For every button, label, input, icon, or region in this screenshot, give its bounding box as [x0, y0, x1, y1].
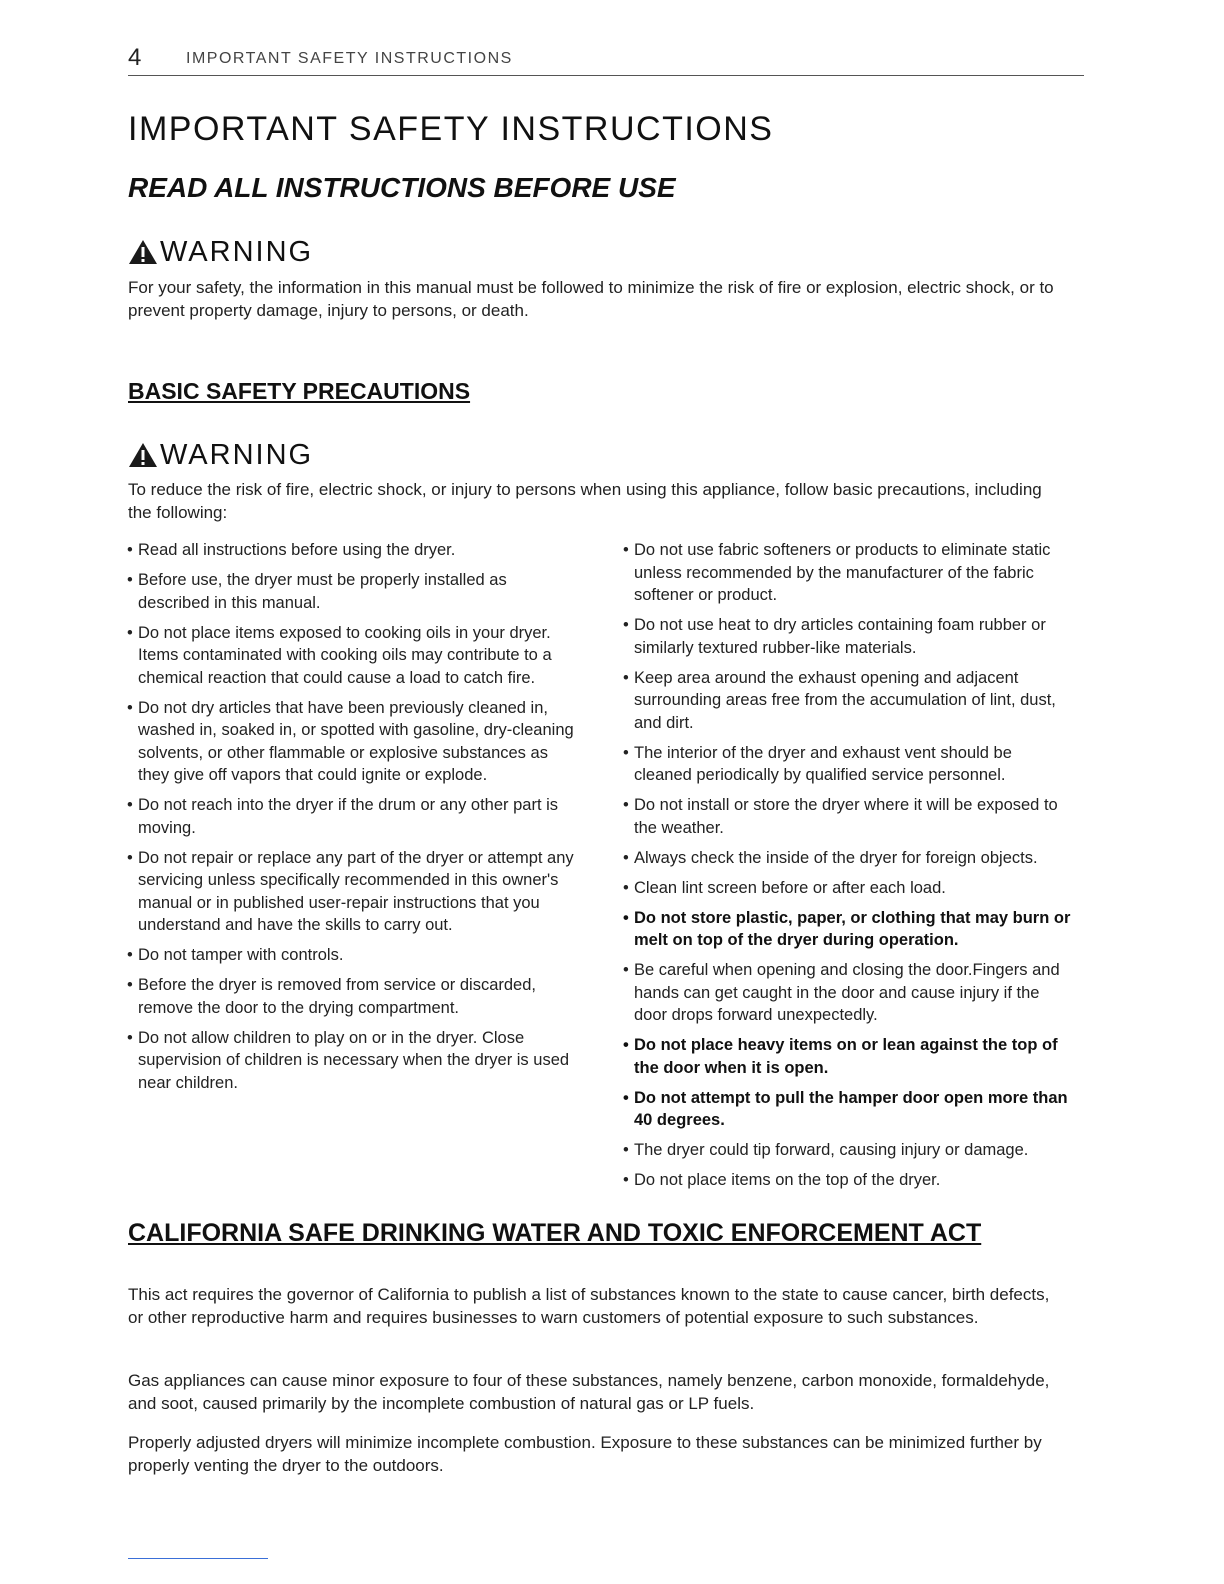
basic-intro: To reduce the risk of fire, electric shock, or injury to persons when using this appliance, follow basic precautions, including the following: [128, 480, 1042, 522]
warning-text: For your safety, the information in this manual must be followed to minimize the risk of fire or explosion, electric shock, or to prevent property damage, injury to persons, or death. [128, 278, 1054, 320]
warning-heading [128, 236, 313, 269]
list-item-emphasis: • Do not place heavy items on or lean against the top of the door when it is open. [623, 1034, 1073, 1079]
list-item: • Do not reach into the dryer if the drum or any other part is moving. [127, 794, 577, 839]
list-item: • Be careful when opening and closing the door.Fingers and hands can get caught in the door and cause injury if the door drops forward unexpectedly. [623, 959, 1073, 1027]
basic-safety-title: BASIC SAFETY PRECAUTIONS [128, 378, 471, 404]
precautions-left-column [127, 539, 577, 1102]
list-item: • The dryer could tip forward, causing injury or damage. [623, 1139, 1073, 1162]
page-title: IMPORTANT SAFETY INSTRUCTIONS [128, 110, 774, 148]
california-act-title: CALIFORNIA SAFE DRINKING WATER AND TOXIC ENFORCEMENT ACT [128, 1219, 982, 1247]
precautions-right-column [623, 539, 1073, 1199]
running-title: IMPORTANT SAFETY INSTRUCTIONS [186, 50, 513, 67]
list-item: • Read all instructions before using the dryer. [127, 539, 577, 562]
page-number: 4 [128, 44, 142, 71]
list-item-emphasis: • Do not store plastic, paper, or clothing that may burn or melt on top of the dryer during operation. [623, 907, 1073, 952]
list-item: • Do not allow children to play on or in the dryer. Close supervision of children is necessary when the dryer is used near children. [127, 1027, 577, 1095]
warning-triangle-icon [128, 239, 158, 265]
list-item: • Do not install or store the dryer where it will be exposed to the weather. [623, 794, 1073, 839]
page-subtitle: READ ALL INSTRUCTIONS BEFORE USE [128, 172, 676, 203]
basic-warning-heading [128, 439, 313, 472]
warning-label: WARNING [160, 439, 314, 471]
running-header [128, 44, 1084, 76]
list-item: • Clean lint screen before or after each load. [623, 877, 1073, 900]
list-item: • Before use, the dryer must be properly installed as described in this manual. [127, 569, 577, 614]
list-item: • Do not use heat to dry articles containing foam rubber or similarly textured rubber-like materials. [623, 614, 1073, 659]
list-item: • Before the dryer is removed from service or discarded, remove the door to the drying compartment. [127, 974, 577, 1019]
list-item: • Do not place items exposed to cooking oils in your dryer. Items contaminated with cooking oils may contribute to a chemical reaction that could cause a load to catch fire. [127, 622, 577, 690]
list-item-emphasis: • Do not attempt to pull the hamper door open more than 40 degrees. [623, 1087, 1073, 1132]
california-paragraph: Properly adjusted dryers will minimize incomplete combustion. Exposure to these substances can be minimized further by properly venting the dryer to the outdoors. [128, 1433, 1042, 1475]
list-item: • Do not repair or replace any part of the dryer or attempt any servicing unless specifically recommended in this owner's manual or in published user-repair instructions that you understand and have the skills to carry out. [127, 847, 577, 937]
california-paragraph: This act requires the governor of California to publish a list of substances known to the state to cause cancer, birth defects, or other reproductive harm and requires businesses to warn customers of potential exposure to such substances. [128, 1285, 1050, 1327]
footer-rule [128, 1558, 268, 1559]
list-item: • Do not dry articles that have been previously cleaned in, washed in, soaked in, or spotted with gasoline, dry-cleaning solvents, or other flammable or explosive substances as they give off vapors that could ignite or explode. [127, 697, 577, 787]
california-paragraph: Gas appliances can cause minor exposure to four of these substances, namely benzene, carbon monoxide, formaldehyde, and soot, caused primarily by the incomplete combustion of natural gas or LP fuels. [128, 1371, 1050, 1413]
list-item: • The interior of the dryer and exhaust vent should be cleaned periodically by qualified service personnel. [623, 742, 1073, 787]
list-item: • Do not place items on the top of the dryer. [623, 1169, 1073, 1192]
list-item: • Always check the inside of the dryer for foreign objects. [623, 847, 1073, 870]
list-item: • Do not use fabric softeners or products to eliminate static unless recommended by the manufacturer of the fabric softener or product. [623, 539, 1073, 607]
list-item: • Keep area around the exhaust opening and adjacent surrounding areas free from the accumulation of lint, dust, and dirt. [623, 667, 1073, 735]
list-item: • Do not tamper with controls. [127, 944, 577, 967]
warning-label: WARNING [160, 236, 314, 268]
warning-triangle-icon [128, 442, 158, 468]
